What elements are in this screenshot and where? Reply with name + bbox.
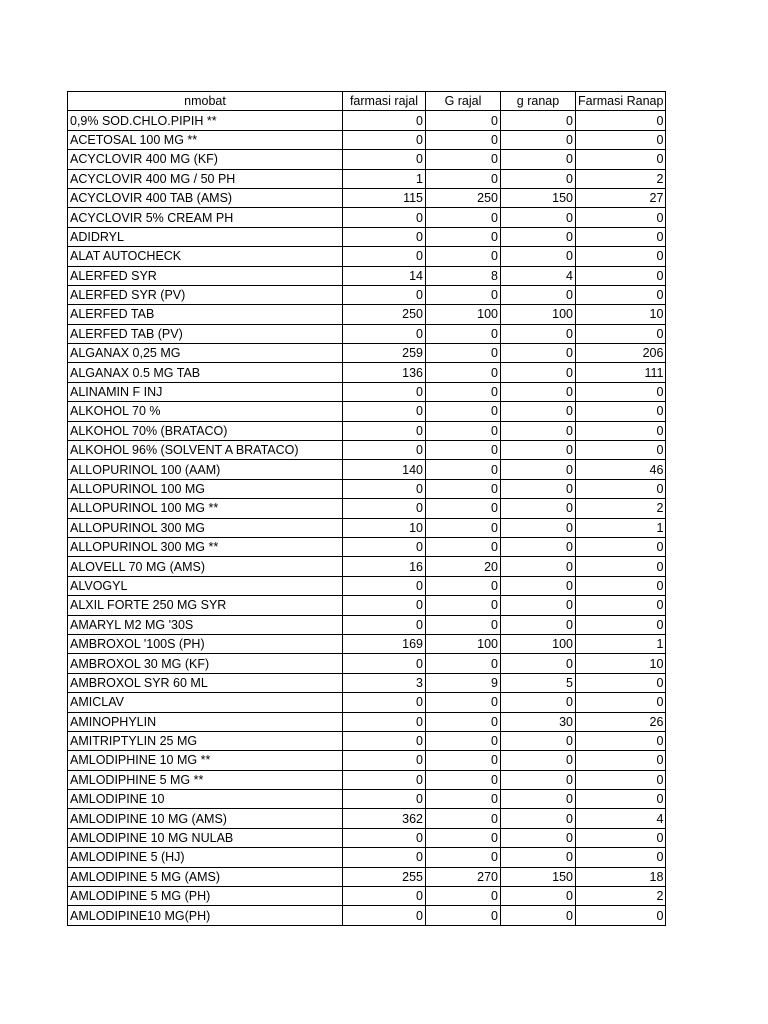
farmasi-ranap-cell: 0 — [576, 906, 666, 925]
table-row — [68, 344, 666, 363]
farmasi-ranap-cell: 0 — [576, 828, 666, 847]
farmasi-rajal-cell: 0 — [343, 751, 426, 770]
farmasi-ranap-cell: 0 — [576, 751, 666, 770]
table-row — [68, 460, 666, 479]
header-g-rajal: G rajal — [426, 92, 501, 111]
farmasi-ranap-cell: 0 — [576, 441, 666, 460]
drug-name-cell: AMLODIPINE 5 MG (AMS) — [68, 867, 343, 886]
table-row — [68, 615, 666, 634]
g-rajal-cell: 0 — [426, 828, 501, 847]
table-row — [68, 305, 666, 324]
farmasi-ranap-cell: 0 — [576, 770, 666, 789]
table-row — [68, 790, 666, 809]
farmasi-rajal-cell: 115 — [343, 188, 426, 207]
table-row — [68, 441, 666, 460]
drug-name-cell: 0,9% SOD.CHLO.PIPIH ** — [68, 111, 343, 130]
g-rajal-cell: 270 — [426, 867, 501, 886]
drug-name-cell: AMLODIPINE 10 MG (AMS) — [68, 809, 343, 828]
farmasi-ranap-cell: 206 — [576, 344, 666, 363]
farmasi-ranap-cell: 0 — [576, 208, 666, 227]
header-farmasi-rajal: farmasi rajal — [343, 92, 426, 111]
farmasi-ranap-cell: 0 — [576, 576, 666, 595]
g-ranap-cell: 0 — [501, 615, 576, 634]
g-rajal-cell: 0 — [426, 402, 501, 421]
g-rajal-cell: 0 — [426, 654, 501, 673]
drug-name-cell: AMLODIPHINE 10 MG ** — [68, 751, 343, 770]
drug-name-cell: AMBROXOL '100S (PH) — [68, 634, 343, 653]
g-rajal-cell: 100 — [426, 634, 501, 653]
farmasi-ranap-cell: 1 — [576, 634, 666, 653]
drug-name-cell: ALKOHOL 70 % — [68, 402, 343, 421]
farmasi-rajal-cell: 0 — [343, 441, 426, 460]
farmasi-rajal-cell: 0 — [343, 479, 426, 498]
table-row — [68, 382, 666, 401]
table-row — [68, 673, 666, 692]
drug-name-cell: ALLOPURINOL 300 MG — [68, 518, 343, 537]
table-row — [68, 576, 666, 595]
table-row — [68, 693, 666, 712]
g-ranap-cell: 0 — [501, 887, 576, 906]
g-ranap-cell: 0 — [501, 247, 576, 266]
g-ranap-cell: 0 — [501, 421, 576, 440]
farmasi-ranap-cell: 46 — [576, 460, 666, 479]
g-rajal-cell: 0 — [426, 382, 501, 401]
farmasi-ranap-cell: 0 — [576, 227, 666, 246]
g-ranap-cell: 0 — [501, 751, 576, 770]
farmasi-ranap-cell: 1 — [576, 518, 666, 537]
farmasi-ranap-cell: 0 — [576, 402, 666, 421]
farmasi-rajal-cell: 0 — [343, 208, 426, 227]
drug-stock-table — [67, 91, 666, 926]
table-row — [68, 208, 666, 227]
g-rajal-cell: 0 — [426, 479, 501, 498]
drug-name-cell: ALXIL FORTE 250 MG SYR — [68, 596, 343, 615]
farmasi-ranap-cell: 0 — [576, 537, 666, 556]
farmasi-rajal-cell: 16 — [343, 557, 426, 576]
drug-name-cell: AMINOPHYLIN — [68, 712, 343, 731]
drug-name-cell: ALLOPURINOL 100 MG — [68, 479, 343, 498]
g-ranap-cell: 0 — [501, 382, 576, 401]
drug-name-cell: ACYCLOVIR 5% CREAM PH — [68, 208, 343, 227]
g-ranap-cell: 0 — [501, 130, 576, 149]
farmasi-ranap-cell: 0 — [576, 247, 666, 266]
table-row — [68, 731, 666, 750]
table-row — [68, 324, 666, 343]
drug-name-cell: ALGANAX 0.5 MG TAB — [68, 363, 343, 382]
g-ranap-cell: 0 — [501, 828, 576, 847]
drug-name-cell: ALLOPURINOL 100 (AAM) — [68, 460, 343, 479]
farmasi-ranap-cell: 18 — [576, 867, 666, 886]
g-rajal-cell: 0 — [426, 208, 501, 227]
farmasi-rajal-cell: 3 — [343, 673, 426, 692]
farmasi-rajal-cell: 0 — [343, 130, 426, 149]
farmasi-rajal-cell: 0 — [343, 324, 426, 343]
farmasi-ranap-cell: 2 — [576, 499, 666, 518]
drug-name-cell: AMICLAV — [68, 693, 343, 712]
g-ranap-cell: 5 — [501, 673, 576, 692]
g-rajal-cell: 0 — [426, 596, 501, 615]
farmasi-rajal-cell: 0 — [343, 150, 426, 169]
g-ranap-cell: 4 — [501, 266, 576, 285]
table-row — [68, 499, 666, 518]
drug-name-cell: ALINAMIN F INJ — [68, 382, 343, 401]
g-ranap-cell: 0 — [501, 731, 576, 750]
table-row — [68, 848, 666, 867]
g-rajal-cell: 0 — [426, 421, 501, 440]
farmasi-rajal-cell: 0 — [343, 848, 426, 867]
farmasi-rajal-cell: 10 — [343, 518, 426, 537]
g-rajal-cell: 0 — [426, 887, 501, 906]
farmasi-rajal-cell: 250 — [343, 305, 426, 324]
drug-name-cell: AMARYL M2 MG '30S — [68, 615, 343, 634]
farmasi-rajal-cell: 0 — [343, 790, 426, 809]
g-rajal-cell: 9 — [426, 673, 501, 692]
farmasi-rajal-cell: 0 — [343, 537, 426, 556]
farmasi-rajal-cell: 0 — [343, 615, 426, 634]
drug-name-cell: AMLODIPINE 10 — [68, 790, 343, 809]
farmasi-ranap-cell: 2 — [576, 887, 666, 906]
g-ranap-cell: 0 — [501, 790, 576, 809]
farmasi-rajal-cell: 0 — [343, 402, 426, 421]
g-rajal-cell: 0 — [426, 324, 501, 343]
drug-name-cell: ALGANAX 0,25 MG — [68, 344, 343, 363]
table-row — [68, 479, 666, 498]
drug-name-cell: ALERFED TAB (PV) — [68, 324, 343, 343]
table-row — [68, 227, 666, 246]
g-ranap-cell: 0 — [501, 848, 576, 867]
g-ranap-cell: 100 — [501, 634, 576, 653]
farmasi-ranap-cell: 0 — [576, 324, 666, 343]
farmasi-rajal-cell: 136 — [343, 363, 426, 382]
table-row — [68, 867, 666, 886]
table-row — [68, 828, 666, 847]
farmasi-ranap-cell: 4 — [576, 809, 666, 828]
drug-name-cell: AMLODIPINE 5 MG (PH) — [68, 887, 343, 906]
farmasi-ranap-cell: 10 — [576, 305, 666, 324]
table-row — [68, 111, 666, 130]
drug-name-cell: ALOVELL 70 MG (AMS) — [68, 557, 343, 576]
drug-name-cell: AMLODIPINE10 MG(PH) — [68, 906, 343, 925]
table-row — [68, 634, 666, 653]
table-row — [68, 247, 666, 266]
table-row — [68, 363, 666, 382]
farmasi-rajal-cell: 0 — [343, 906, 426, 925]
g-rajal-cell: 0 — [426, 499, 501, 518]
farmasi-rajal-cell: 362 — [343, 809, 426, 828]
g-ranap-cell: 0 — [501, 285, 576, 304]
drug-name-cell: ALLOPURINOL 100 MG ** — [68, 499, 343, 518]
farmasi-ranap-cell: 0 — [576, 596, 666, 615]
drug-name-cell: AMLODIPINE 10 MG NULAB — [68, 828, 343, 847]
farmasi-ranap-cell: 0 — [576, 693, 666, 712]
drug-name-cell: AMBROXOL SYR 60 ML — [68, 673, 343, 692]
farmasi-ranap-cell: 0 — [576, 285, 666, 304]
table-row — [68, 518, 666, 537]
g-rajal-cell: 0 — [426, 770, 501, 789]
g-ranap-cell: 0 — [501, 460, 576, 479]
g-ranap-cell: 0 — [501, 363, 576, 382]
farmasi-ranap-cell: 27 — [576, 188, 666, 207]
g-ranap-cell: 150 — [501, 867, 576, 886]
farmasi-rajal-cell: 0 — [343, 111, 426, 130]
drug-name-cell: AMLODIPHINE 5 MG ** — [68, 770, 343, 789]
g-rajal-cell: 0 — [426, 111, 501, 130]
g-ranap-cell: 0 — [501, 227, 576, 246]
farmasi-rajal-cell: 0 — [343, 770, 426, 789]
farmasi-ranap-cell: 0 — [576, 848, 666, 867]
g-rajal-cell: 0 — [426, 576, 501, 595]
g-ranap-cell: 0 — [501, 906, 576, 925]
farmasi-rajal-cell: 0 — [343, 887, 426, 906]
farmasi-ranap-cell: 2 — [576, 169, 666, 188]
g-rajal-cell: 100 — [426, 305, 501, 324]
g-rajal-cell: 250 — [426, 188, 501, 207]
drug-name-cell: ALERFED SYR (PV) — [68, 285, 343, 304]
farmasi-ranap-cell: 0 — [576, 790, 666, 809]
table-row — [68, 751, 666, 770]
farmasi-rajal-cell: 0 — [343, 731, 426, 750]
farmasi-rajal-cell: 0 — [343, 421, 426, 440]
farmasi-ranap-cell: 111 — [576, 363, 666, 382]
farmasi-rajal-cell: 259 — [343, 344, 426, 363]
table-row — [68, 557, 666, 576]
farmasi-ranap-cell: 0 — [576, 421, 666, 440]
g-ranap-cell: 0 — [501, 557, 576, 576]
farmasi-rajal-cell: 1 — [343, 169, 426, 188]
g-rajal-cell: 0 — [426, 693, 501, 712]
farmasi-rajal-cell: 0 — [343, 382, 426, 401]
g-ranap-cell: 30 — [501, 712, 576, 731]
g-ranap-cell: 0 — [501, 576, 576, 595]
g-ranap-cell: 0 — [501, 324, 576, 343]
farmasi-ranap-cell: 0 — [576, 266, 666, 285]
g-ranap-cell: 0 — [501, 441, 576, 460]
g-rajal-cell: 0 — [426, 790, 501, 809]
table-row — [68, 712, 666, 731]
farmasi-rajal-cell: 0 — [343, 712, 426, 731]
farmasi-rajal-cell: 0 — [343, 285, 426, 304]
farmasi-ranap-cell: 0 — [576, 479, 666, 498]
table-row — [68, 809, 666, 828]
g-ranap-cell: 0 — [501, 809, 576, 828]
table-row — [68, 887, 666, 906]
table-row — [68, 770, 666, 789]
table-row — [68, 402, 666, 421]
g-ranap-cell: 0 — [501, 596, 576, 615]
g-ranap-cell: 0 — [501, 693, 576, 712]
drug-name-cell: ALERFED SYR — [68, 266, 343, 285]
drug-name-cell: ALERFED TAB — [68, 305, 343, 324]
drug-name-cell: ALAT AUTOCHECK — [68, 247, 343, 266]
drug-name-cell: ALKOHOL 70% (BRATACO) — [68, 421, 343, 440]
g-rajal-cell: 0 — [426, 848, 501, 867]
table-row — [68, 421, 666, 440]
farmasi-ranap-cell: 10 — [576, 654, 666, 673]
drug-name-cell: AMBROXOL 30 MG (KF) — [68, 654, 343, 673]
drug-name-cell: AMITRIPTYLIN 25 MG — [68, 731, 343, 750]
drug-name-cell: ALLOPURINOL 300 MG ** — [68, 537, 343, 556]
g-ranap-cell: 0 — [501, 402, 576, 421]
g-rajal-cell: 0 — [426, 615, 501, 634]
table-row — [68, 130, 666, 149]
g-ranap-cell: 0 — [501, 770, 576, 789]
g-ranap-cell: 0 — [501, 518, 576, 537]
farmasi-rajal-cell: 0 — [343, 693, 426, 712]
g-ranap-cell: 0 — [501, 169, 576, 188]
g-ranap-cell: 0 — [501, 208, 576, 227]
farmasi-rajal-cell: 169 — [343, 634, 426, 653]
header-row — [68, 92, 666, 111]
g-rajal-cell: 0 — [426, 344, 501, 363]
g-rajal-cell: 0 — [426, 518, 501, 537]
header-g-ranap: g ranap — [501, 92, 576, 111]
g-rajal-cell: 0 — [426, 363, 501, 382]
g-ranap-cell: 150 — [501, 188, 576, 207]
table-row — [68, 654, 666, 673]
farmasi-ranap-cell: 0 — [576, 130, 666, 149]
farmasi-rajal-cell: 0 — [343, 654, 426, 673]
g-rajal-cell: 0 — [426, 537, 501, 556]
g-ranap-cell: 0 — [501, 537, 576, 556]
farmasi-rajal-cell: 0 — [343, 247, 426, 266]
table-row — [68, 150, 666, 169]
drug-name-cell: ADIDRYL — [68, 227, 343, 246]
table-row — [68, 266, 666, 285]
g-ranap-cell: 0 — [501, 499, 576, 518]
farmasi-ranap-cell: 26 — [576, 712, 666, 731]
farmasi-rajal-cell: 140 — [343, 460, 426, 479]
g-ranap-cell: 0 — [501, 150, 576, 169]
farmasi-ranap-cell: 0 — [576, 150, 666, 169]
farmasi-ranap-cell: 0 — [576, 557, 666, 576]
table-row — [68, 596, 666, 615]
header-farmasi-ranap: Farmasi Ranap — [576, 92, 666, 111]
drug-name-cell: ALVOGYL — [68, 576, 343, 595]
g-rajal-cell: 0 — [426, 460, 501, 479]
g-rajal-cell: 0 — [426, 285, 501, 304]
drug-name-cell: AMLODIPINE 5 (HJ) — [68, 848, 343, 867]
g-rajal-cell: 0 — [426, 227, 501, 246]
g-rajal-cell: 0 — [426, 712, 501, 731]
farmasi-rajal-cell: 0 — [343, 596, 426, 615]
g-ranap-cell: 100 — [501, 305, 576, 324]
farmasi-ranap-cell: 0 — [576, 382, 666, 401]
g-rajal-cell: 0 — [426, 906, 501, 925]
table-row — [68, 285, 666, 304]
farmasi-rajal-cell: 0 — [343, 227, 426, 246]
g-rajal-cell: 0 — [426, 751, 501, 770]
farmasi-rajal-cell: 0 — [343, 499, 426, 518]
table-row — [68, 188, 666, 207]
farmasi-ranap-cell: 0 — [576, 731, 666, 750]
farmasi-rajal-cell: 255 — [343, 867, 426, 886]
drug-name-cell: ACETOSAL 100 MG ** — [68, 130, 343, 149]
drug-name-cell: ACYCLOVIR 400 MG (KF) — [68, 150, 343, 169]
farmasi-ranap-cell: 0 — [576, 111, 666, 130]
header-nmobat: nmobat — [68, 92, 343, 111]
g-ranap-cell: 0 — [501, 479, 576, 498]
drug-name-cell: ACYCLOVIR 400 TAB (AMS) — [68, 188, 343, 207]
g-rajal-cell: 0 — [426, 169, 501, 188]
farmasi-rajal-cell: 0 — [343, 576, 426, 595]
g-ranap-cell: 0 — [501, 344, 576, 363]
g-rajal-cell: 0 — [426, 130, 501, 149]
table-row — [68, 169, 666, 188]
g-ranap-cell: 0 — [501, 111, 576, 130]
g-rajal-cell: 20 — [426, 557, 501, 576]
drug-name-cell: ALKOHOL 96% (SOLVENT A BRATACO) — [68, 441, 343, 460]
g-rajal-cell: 0 — [426, 731, 501, 750]
g-ranap-cell: 0 — [501, 654, 576, 673]
farmasi-rajal-cell: 14 — [343, 266, 426, 285]
g-rajal-cell: 0 — [426, 247, 501, 266]
farmasi-ranap-cell: 0 — [576, 673, 666, 692]
g-rajal-cell: 0 — [426, 441, 501, 460]
drug-name-cell: ACYCLOVIR 400 MG / 50 PH — [68, 169, 343, 188]
table-row — [68, 906, 666, 925]
g-rajal-cell: 0 — [426, 150, 501, 169]
g-rajal-cell: 0 — [426, 809, 501, 828]
farmasi-ranap-cell: 0 — [576, 615, 666, 634]
g-rajal-cell: 8 — [426, 266, 501, 285]
table-row — [68, 537, 666, 556]
farmasi-rajal-cell: 0 — [343, 828, 426, 847]
